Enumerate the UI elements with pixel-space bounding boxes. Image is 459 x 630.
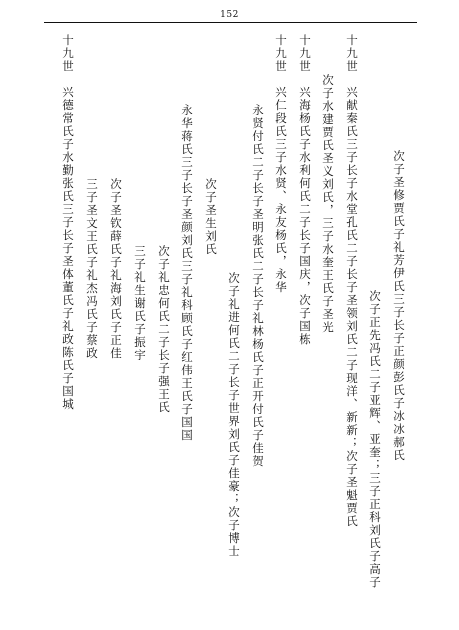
genealogy-column: 次子圣修贾氏子礼芳伊氏三子长子正颜彭氏子冰冰郝氏 bbox=[392, 150, 406, 462]
genealogy-column: 十九世 兴献秦氏三子长子水堂孔氏二子长子圣领刘氏二子现洋、新新；次子圣魁贾氏 bbox=[345, 34, 359, 528]
genealogy-column: 永贤付氏二子长子圣明张氏二子长子礼林杨氏子正开付氏子佳贺 bbox=[251, 104, 265, 468]
genealogy-column: 次子水建贾氏圣义刘氏，三子水奎王氏子圣光 bbox=[321, 74, 335, 334]
genealogy-column: 十九世 兴德常氏子水勤张氏三子长子圣体董氏子礼政陈氏子国城 bbox=[61, 34, 75, 411]
page-number: 152 bbox=[220, 10, 239, 20]
genealogy-column: 次子礼忠何氏二子长子强王氏 bbox=[157, 245, 171, 414]
genealogy-column: 次子圣钦薛氏子礼海刘氏子正佳 bbox=[109, 178, 123, 360]
genealogy-column: 十九世 兴仁段氏三子水贤、永友杨氏，永华 bbox=[274, 34, 288, 294]
genealogy-column: 三子圣文王氏子礼杰冯氏子蔡政 bbox=[85, 178, 99, 360]
genealogy-column: 次子礼进何氏二子长子世界刘氏子佳豪；次子博士 bbox=[227, 272, 241, 558]
header-rule bbox=[44, 22, 417, 23]
genealogy-column: 永华蒋氏三子长子圣颜刘氏三子礼科顾氏子红伟王氏子国国 bbox=[180, 104, 194, 442]
genealogy-column: 三子礼生谢氏子振宇 bbox=[133, 245, 147, 362]
genealogy-column: 次子正先冯氏二子亚辉、亚奎；三子正科刘氏子高子 bbox=[368, 290, 382, 589]
genealogy-column: 十九世 兴海杨氏子水利何氏二子长子国庆，次子国栋 bbox=[298, 34, 312, 346]
genealogy-column: 次子圣生刘氏 bbox=[204, 178, 218, 256]
